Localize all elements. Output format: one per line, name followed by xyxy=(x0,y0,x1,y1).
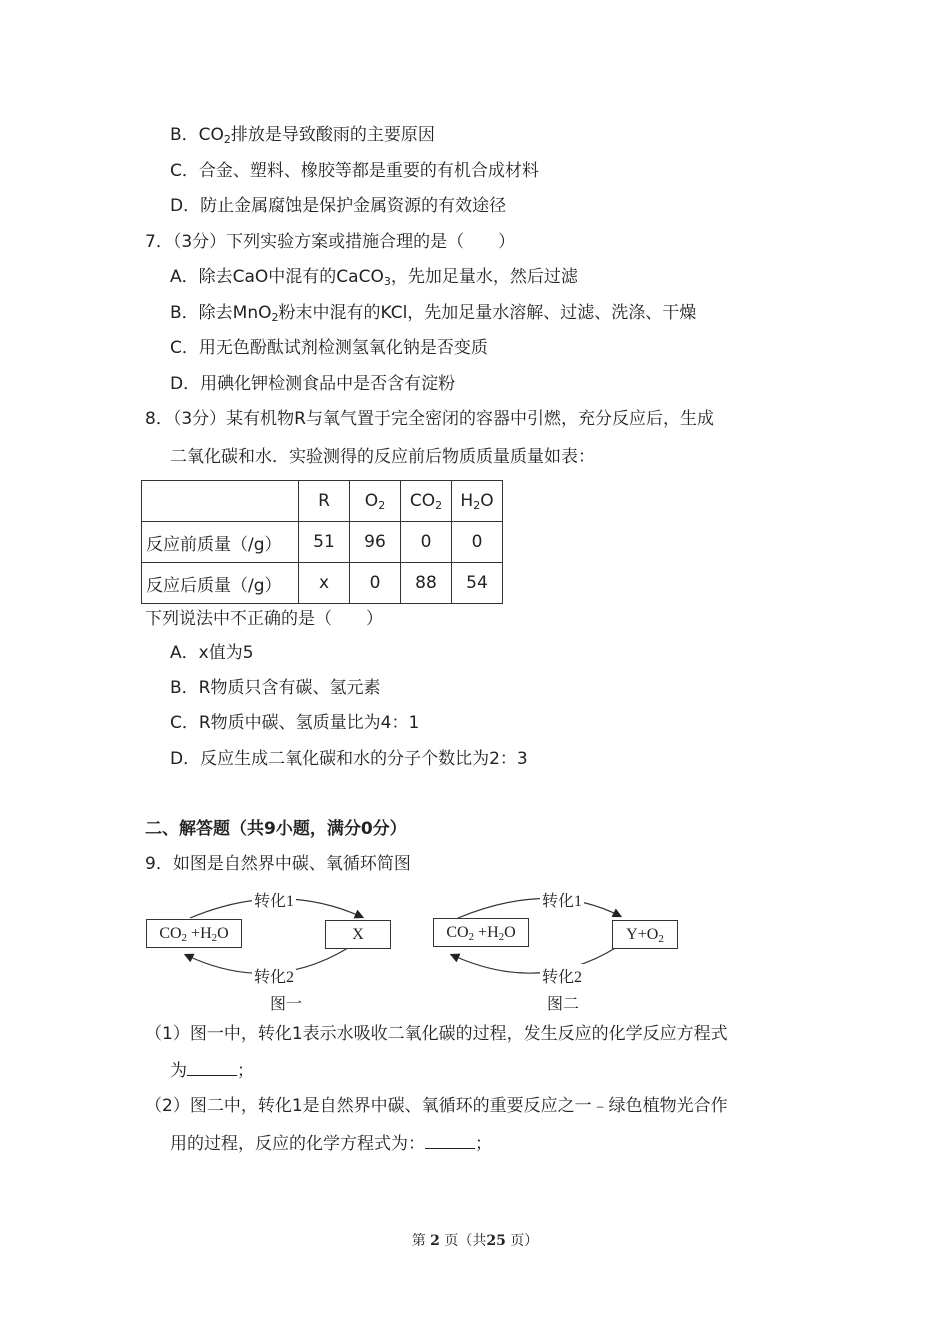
fig2-caption: 图二 xyxy=(545,991,581,1014)
section-heading: 二、解答题（共9小题，满分0分） xyxy=(145,819,407,839)
q6-option-d: D．防止金属腐蚀是保护金属资源的有效途径 xyxy=(170,196,507,216)
text: 排放是导致酸雨的主要原因 xyxy=(230,125,435,145)
table-row xyxy=(142,522,503,563)
q9-part2-cont xyxy=(170,1132,492,1156)
sub: 2 xyxy=(271,311,279,324)
text: O xyxy=(504,924,516,941)
text: ，先加足量水，然后过滤 xyxy=(390,267,578,287)
page-footer xyxy=(0,1230,950,1250)
text: +H xyxy=(474,924,499,941)
q9-part2: （2）图二中，转化1是自然界中碳、氧循环的重要反应之一﹣绿色植物光合作 xyxy=(145,1096,728,1116)
cell: 0 xyxy=(452,522,503,563)
text: CO xyxy=(159,925,182,942)
cell: R xyxy=(299,481,350,522)
fig1-left-box xyxy=(146,919,242,948)
text: 用的过程，反应的化学方程式为： xyxy=(170,1134,425,1154)
sub: 2 xyxy=(658,933,664,945)
q7-stem: 7．（3分）下列实验方案或措施合理的是（ ） xyxy=(145,232,516,252)
text: 页） xyxy=(510,1233,539,1249)
cell: 反应前质量（/g） xyxy=(142,522,299,563)
mass-table xyxy=(141,480,503,604)
text: O xyxy=(364,491,379,511)
fig1-transform1-label: 转化1 xyxy=(252,888,296,911)
q8-option-b: B．R物质只含有碳、氢元素 xyxy=(170,678,381,698)
q6-option-c: C．合金、塑料、橡胶等都是重要的有机合成材料 xyxy=(170,161,539,181)
text: 页（共 xyxy=(444,1233,487,1249)
q8-stem-cont: 二氧化碳和水．实验测得的反应前后物质质量质量如表： xyxy=(170,447,595,467)
sub: 2 xyxy=(181,932,188,944)
total-pages: 25 xyxy=(486,1233,506,1249)
text: B．除去MnO xyxy=(170,303,272,323)
text: O xyxy=(480,491,494,511)
text: CO xyxy=(409,491,436,511)
fig2-right-box xyxy=(612,920,678,949)
text: ； xyxy=(475,1134,492,1154)
text: B．CO xyxy=(170,125,224,145)
cycle-arrows xyxy=(140,880,700,1020)
cell: 0 xyxy=(350,563,401,604)
cell xyxy=(401,481,452,522)
fig1-caption: 图一 xyxy=(268,991,304,1014)
sub: 2 xyxy=(223,133,231,146)
q7-option-d: D．用碘化钾检测食品中是否含有淀粉 xyxy=(170,374,456,394)
page-number: 2 xyxy=(430,1233,440,1249)
fig1-transform2-label: 转化2 xyxy=(252,964,296,987)
table-row xyxy=(142,563,503,604)
cell xyxy=(452,481,503,522)
text: CO xyxy=(446,924,469,941)
arrow-transform1-fig2 xyxy=(458,898,620,918)
sub: 2 xyxy=(378,499,386,512)
q9-stem: 9．如图是自然界中碳、氧循环简图 xyxy=(145,854,411,874)
q8-stem: 8．（3分）某有机物R与氧气置于完全密闭的容器中引燃，充分反应后，生成 xyxy=(145,409,714,429)
q8-option-d: D．反应生成二氧化碳和水的分子个数比为2：3 xyxy=(170,749,528,769)
text: 第 xyxy=(411,1233,426,1249)
arrow-transform2-fig2 xyxy=(452,947,617,973)
cell: 96 xyxy=(350,522,401,563)
answer-blank[interactable] xyxy=(187,1059,237,1076)
q8-option-a: A．x值为5 xyxy=(170,643,254,663)
text: A．除去CaO中混有的CaCO xyxy=(170,267,384,287)
text: ； xyxy=(237,1061,254,1081)
sub: 2 xyxy=(468,931,475,943)
table-header-row xyxy=(142,481,503,522)
cell: 反应后质量（/g） xyxy=(142,563,299,604)
cell: 51 xyxy=(299,522,350,563)
q9-part1: （1）图一中，转化1表示水吸收二氧化碳的过程，发生反应的化学反应方程式 xyxy=(145,1024,728,1044)
sub: 3 xyxy=(383,275,391,288)
q7-option-a xyxy=(170,265,578,289)
sub: 2 xyxy=(473,499,481,512)
text: H xyxy=(460,491,474,511)
text: O xyxy=(217,925,229,942)
cell: 0 xyxy=(401,522,452,563)
sub: 2 xyxy=(498,931,505,943)
text: 为 xyxy=(170,1061,187,1081)
q7-option-c: C．用无色酚酞试剂检测氢氧化钠是否变质 xyxy=(170,338,488,358)
q7-option-b xyxy=(170,301,696,325)
fig1-right-box: X xyxy=(325,920,391,949)
q8-option-c: C．R物质中碳、氢质量比为4：1 xyxy=(170,713,420,733)
text: +H xyxy=(187,925,212,942)
text: Y+O xyxy=(626,926,659,943)
fig2-transform1-label: 转化1 xyxy=(540,888,584,911)
cell: 54 xyxy=(452,563,503,604)
text: 粉末中混有的KCl，先加足量水溶解、过滤、洗涤、干燥 xyxy=(278,303,697,323)
fig2-left-box xyxy=(433,918,529,947)
sub: 2 xyxy=(211,932,218,944)
answer-blank[interactable] xyxy=(425,1132,475,1149)
cell: 88 xyxy=(401,563,452,604)
q6-option-b xyxy=(170,123,435,147)
cell xyxy=(142,481,299,522)
cell: x xyxy=(299,563,350,604)
cell xyxy=(350,481,401,522)
fig2-transform2-label: 转化2 xyxy=(540,964,584,987)
q8-ask: 下列说法中不正确的是（ ） xyxy=(145,609,383,629)
q9-part1-cont xyxy=(170,1059,254,1083)
sub: 2 xyxy=(435,499,443,512)
